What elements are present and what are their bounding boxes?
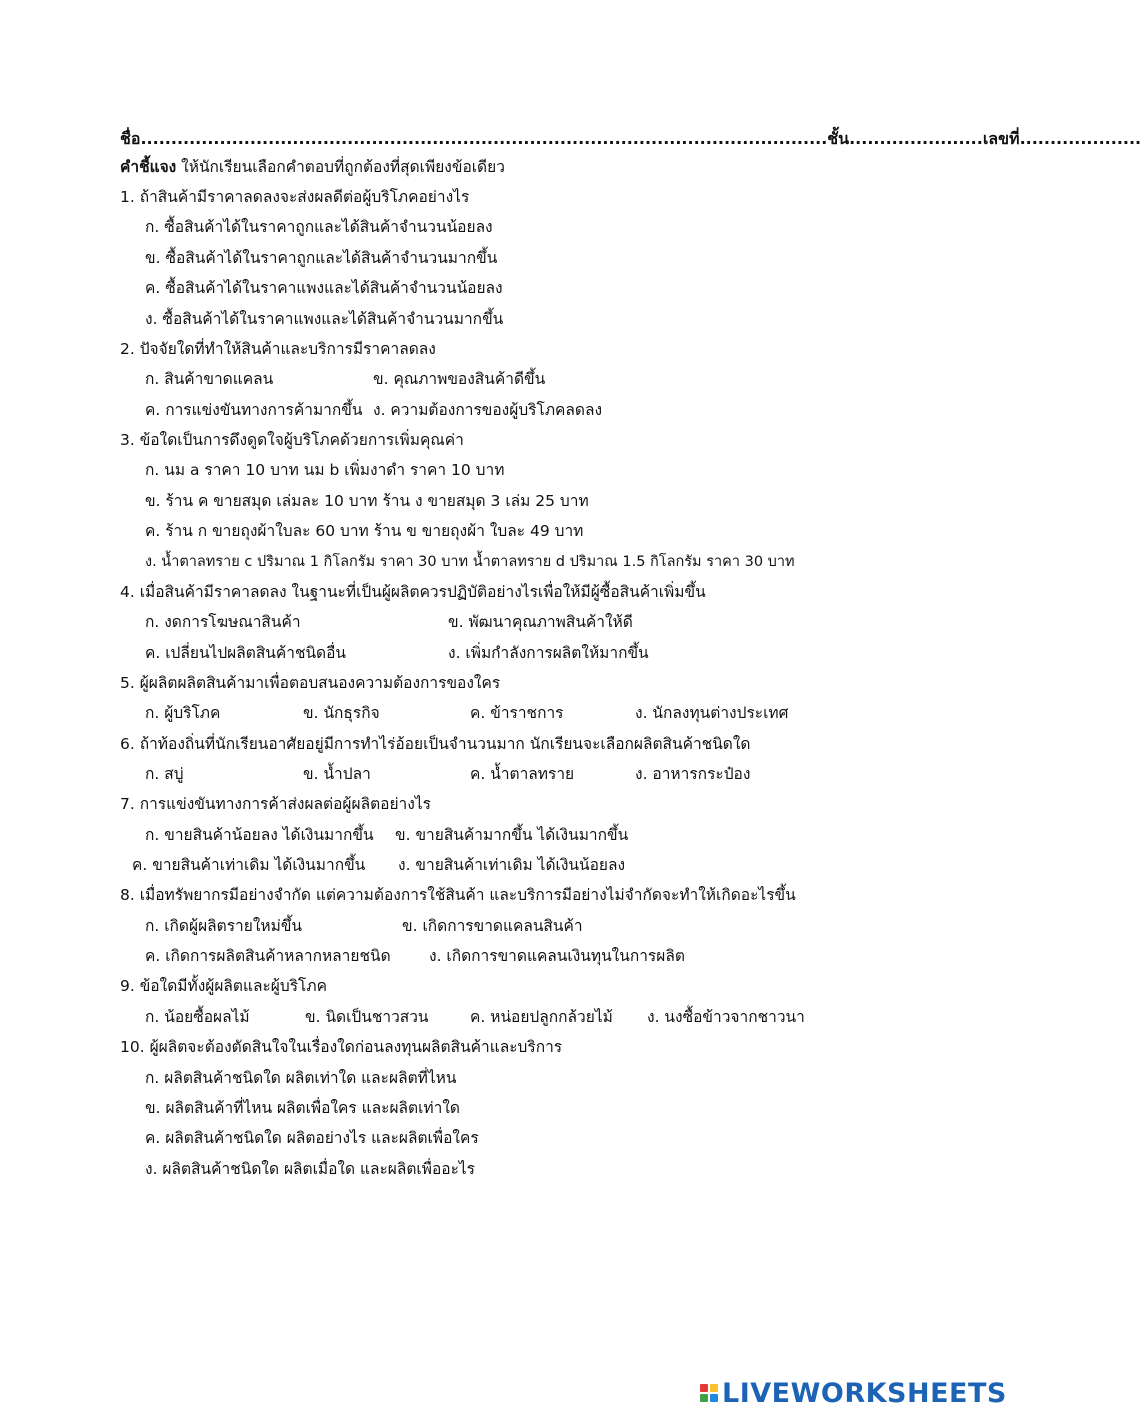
question-7: 7. การแข่งขันทางการค้าส่งผลต่อผู้ผลิตอย่างไร xyxy=(120,795,431,813)
logo-text: LIVEWORKSHEETS xyxy=(722,1377,1007,1409)
instruction-text: ให้นักเรียนเลือกคำตอบที่ถูกต้องที่สุดเพียงข้อเดียว xyxy=(176,158,505,176)
q8-option-b[interactable]: ข. เกิดการขาดแคลนสินค้า xyxy=(402,917,583,935)
number-field-label[interactable]: เลขที่.................... xyxy=(982,129,1141,148)
grade-field-label[interactable]: ชั้น...................... xyxy=(827,129,983,148)
question-1: 1. ถ้าสินค้ามีราคาลดลงจะส่งผลดีต่อผู้บริโภคอย่างไร xyxy=(120,188,470,206)
q4-option-b[interactable]: ข. พัฒนาคุณภาพสินค้าให้ดี xyxy=(448,613,633,631)
q5-option-b[interactable]: ข. นักธุรกิจ xyxy=(303,704,380,722)
q4-option-a[interactable]: ก. งดการโฆษณาสินค้า xyxy=(145,613,301,631)
q10-option-a[interactable]: ก. ผลิตสินค้าชนิดใด ผลิตเท่าใด และผลิตที่ไหน xyxy=(145,1069,457,1087)
question-10: 10. ผู้ผลิตจะต้องตัดสินใจในเรื่องใดก่อนลงทุนผลิตสินค้าและบริการ xyxy=(120,1038,563,1056)
q7-option-d[interactable]: ง. ขายสินค้าเท่าเดิม ได้เงินน้อยลง xyxy=(398,856,626,874)
q3-option-c[interactable]: ค. ร้าน ก ขายถุงผ้าใบละ 60 บาท ร้าน ข ขายถุงผ้า ใบละ 49 บาท xyxy=(145,522,584,540)
q2-option-c[interactable]: ค. การแข่งขันทางการค้ามากขึ้น xyxy=(145,401,363,419)
q9-option-c[interactable]: ค. หน่อยปลูกกล้วยไม้ xyxy=(470,1008,613,1026)
q6-option-b[interactable]: ข. น้ำปลา xyxy=(303,765,371,783)
q8-option-d[interactable]: ง. เกิดการขาดแคลนเงินทุนในการผลิต xyxy=(429,947,685,965)
logo-square-yellow xyxy=(710,1384,718,1392)
q3-option-b[interactable]: ข. ร้าน ค ขายสมุด เล่มละ 10 บาท ร้าน ง ขายสมุด 3 เล่ม 25 บาท xyxy=(145,492,589,510)
question-8: 8. เมื่อทรัพยากรมีอย่างจำกัด แต่ความต้องการใช้สินค้า และบริการมีอย่างไม่จำกัดจะทำให้เกิดอะไรขึ้น xyxy=(120,886,796,904)
q9-option-b[interactable]: ข. นิดเป็นชาวสวน xyxy=(305,1008,429,1026)
q10-option-c[interactable]: ค. ผลิตสินค้าชนิดใด ผลิตอย่างไร และผลิตเพื่อใคร xyxy=(145,1129,479,1147)
student-info-header xyxy=(120,124,1141,154)
q1-option-b[interactable]: ข. ซื้อสินค้าได้ในราคาถูกและได้สินค้าจำนวนมากขึ้น xyxy=(145,249,498,267)
q6-option-a[interactable]: ก. สบู่ xyxy=(145,765,184,783)
question-3: 3. ข้อใดเป็นการดึงดูดใจผู้บริโภคด้วยการเพิ่มคุณค่า xyxy=(120,431,464,449)
question-9: 9. ข้อใดมีทั้งผู้ผลิตและผู้บริโภค xyxy=(120,977,327,995)
q9-option-d[interactable]: ง. นงซื้อข้าวจากชาวนา xyxy=(647,1008,805,1026)
q8-option-c[interactable]: ค. เกิดการผลิตสินค้าหลากหลายชนิด xyxy=(145,947,391,965)
q3-option-a[interactable]: ก. นม a ราคา 10 บาท นม b เพิ่มงาดำ ราคา 10 บาท xyxy=(145,461,505,479)
q2-option-a[interactable]: ก. สินค้าขาดแคลน xyxy=(145,370,274,388)
q2-option-d[interactable]: ง. ความต้องการของผู้บริโภคลดลง xyxy=(373,401,603,419)
question-6: 6. ถ้าท้องถิ่นที่นักเรียนอาศัยอยู่มีการทำไร่อ้อยเป็นจำนวนมาก นักเรียนจะเลือกผลิตสินค้าชนิดใด xyxy=(120,735,751,753)
q7-option-c[interactable]: ค. ขายสินค้าเท่าเดิม ได้เงินมากขึ้น xyxy=(132,856,366,874)
q5-option-d[interactable]: ง. นักลงทุนต่างประเทศ xyxy=(635,704,789,722)
question-5: 5. ผู้ผลิตผลิตสินค้ามาเพื่อตอบสนองความต้องการของใคร xyxy=(120,674,501,692)
liveworksheets-logo[interactable] xyxy=(700,1376,1007,1410)
q7-option-b[interactable]: ข. ขายสินค้ามากขึ้น ได้เงินมากขึ้น xyxy=(395,826,629,844)
instruction-line xyxy=(120,152,505,182)
q1-option-d[interactable]: ง. ซื้อสินค้าได้ในราคาแพงและได้สินค้าจำนวนมากขึ้น xyxy=(145,310,504,328)
q8-option-a[interactable]: ก. เกิดผู้ผลิตรายใหม่ขึ้น xyxy=(145,917,303,935)
name-field-label[interactable]: ชื่อ................................................................................................................. xyxy=(120,129,828,148)
q9-option-a[interactable]: ก. น้อยซื้อผลไม้ xyxy=(145,1008,250,1026)
question-2: 2. ปัจจัยใดที่ทำให้สินค้าและบริการมีราคาลดลง xyxy=(120,340,436,358)
instruction-title: คำชี้แจง xyxy=(120,158,177,176)
q6-option-d[interactable]: ง. อาหารกระป๋อง xyxy=(635,765,751,783)
q4-option-c[interactable]: ค. เปลี่ยนไปผลิตสินค้าชนิดอื่น xyxy=(145,644,347,662)
q2-option-b[interactable]: ข. คุณภาพของสินค้าดีขึ้น xyxy=(373,370,546,388)
logo-square-red xyxy=(700,1384,708,1392)
question-4: 4. เมื่อสินค้ามีราคาลดลง ในฐานะที่เป็นผู้ผลิตควรปฏิบัติอย่างไรเพื่อให้มีผู้ซื้อสินค้าเพิ่มขึ้น xyxy=(120,583,706,601)
q1-option-c[interactable]: ค. ซื้อสินค้าได้ในราคาแพงและได้สินค้าจำนวนน้อยลง xyxy=(145,279,503,297)
q1-option-a[interactable]: ก. ซื้อสินค้าได้ในราคาถูกและได้สินค้าจำนวนน้อยลง xyxy=(145,218,493,236)
logo-square-green xyxy=(700,1394,708,1402)
q4-option-d[interactable]: ง. เพิ่มกำลังการผลิตให้มากขึ้น xyxy=(448,644,649,662)
q7-option-a[interactable]: ก. ขายสินค้าน้อยลง ได้เงินมากขึ้น xyxy=(145,826,374,844)
q5-option-a[interactable]: ก. ผู้บริโภค xyxy=(145,704,221,722)
q10-option-d[interactable]: ง. ผลิตสินค้าชนิดใด ผลิตเมื่อใด และผลิตเพื่ออะไร xyxy=(145,1160,476,1178)
q5-option-c[interactable]: ค. ข้าราชการ xyxy=(470,704,564,722)
logo-squares-icon xyxy=(700,1384,718,1402)
q3-option-d[interactable]: ง. น้ำตาลทราย c ปริมาณ 1 กิโลกรัม ราคา 30 บาท น้ำตาลทราย d ปริมาณ 1.5 กิโลกรัม ราคา 30 บาท xyxy=(145,554,795,570)
q10-option-b[interactable]: ข. ผลิตสินค้าที่ไหน ผลิตเพื่อใคร และผลิตเท่าใด xyxy=(145,1099,460,1117)
logo-square-blue xyxy=(710,1394,718,1402)
q6-option-c[interactable]: ค. น้ำตาลทราย xyxy=(470,765,575,783)
